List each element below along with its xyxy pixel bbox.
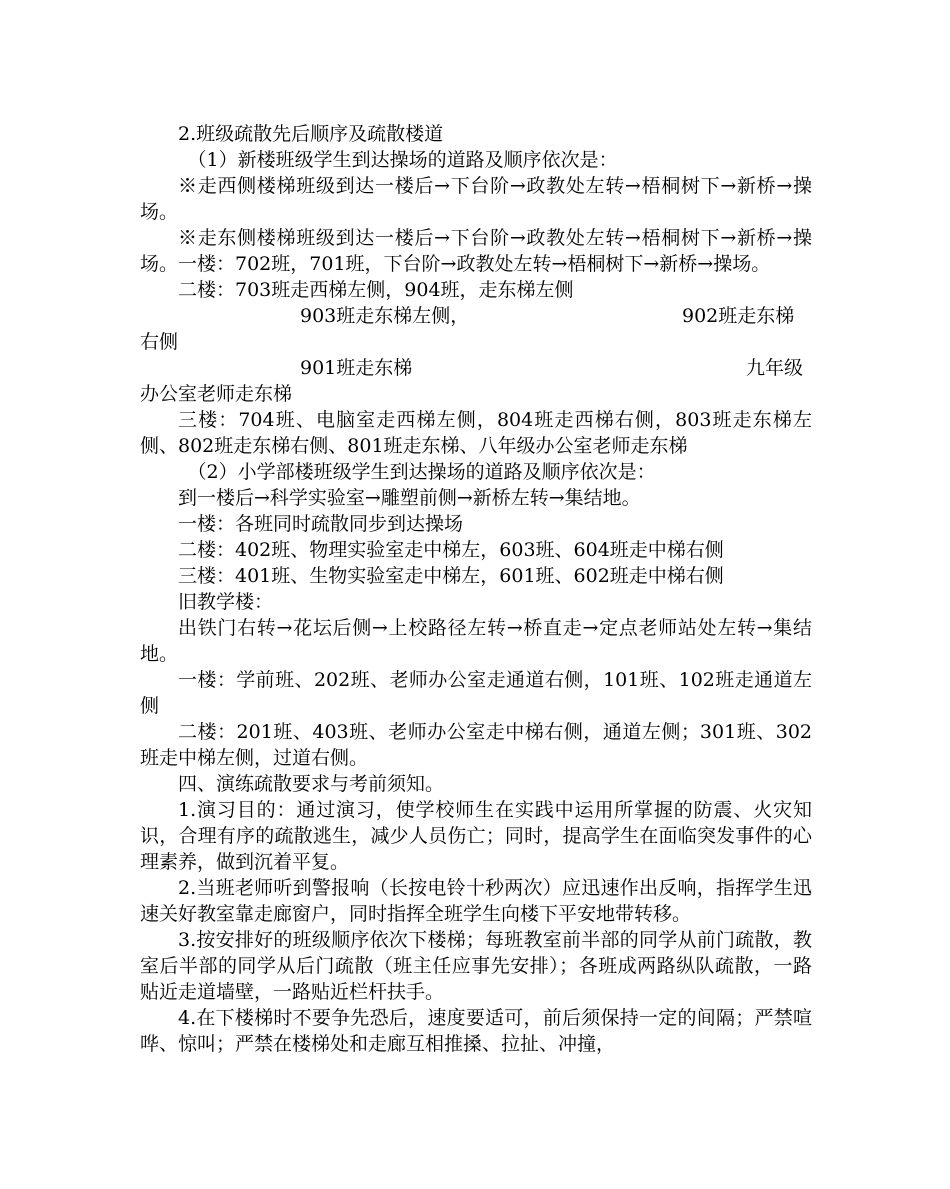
- paragraph-section-heading: 2.班级疏散先后顺序及疏散楼道: [178, 123, 444, 145]
- paragraph-primary-first-floor: 一楼：各班同时疏散同步到达操场: [178, 513, 464, 535]
- text-grade-nine: 九年级: [746, 357, 804, 379]
- paragraph-primary-third-floor: 三楼：401班、生物实验室走中梯左，601班、602班走中梯右侧: [178, 565, 724, 587]
- paragraph-west-stairs-route: ※走西侧楼梯班级到达一楼后→下台阶→政教处左转→梧桐树下→新桥→操场。: [140, 175, 812, 223]
- paragraph-drill-purpose: 1.演习目的：通过演习，使学校师生在实践中运用所掌握的防震、火灾知识，合理有序的疏散逃生，减少人员伤亡；同时，提高学生在面临突发事件的心理素养，做到沉着平复。: [140, 799, 812, 873]
- paragraph-section-four-heading: 四、演练疏散要求与考前须知。: [178, 773, 445, 795]
- paragraph-second-floor-row-3: [140, 355, 812, 381]
- paragraph-primary-route: 到一楼后→科学实验室→雕塑前侧→新桥左转→集结地。: [178, 487, 641, 509]
- text-grade-nine-office: 办公室老师走东梯: [140, 383, 293, 405]
- paragraph-new-building-route-heading: （1）新楼班级学生到达操场的道路及顺序依次是：: [187, 149, 618, 171]
- paragraph-old-second-floor: 二楼：201班、403班、老师办公室走中梯右侧，通道左侧；301班、302班走中梯左侧，过道右侧。: [140, 721, 812, 769]
- paragraph-stair-safety: 4.在下楼梯时不要争先恐后，速度要适可，前后须保持一定的间隔；严禁喧哗、惊叫；严禁在楼梯处和走廊互相推搡、拉扯、冲撞，: [140, 1007, 812, 1055]
- paragraph-old-building-route: 出铁门右转→花坛后侧→上校路径左转→桥直走→定点老师站处左转→集结地。: [140, 617, 812, 665]
- paragraph-second-floor-row-2: [140, 303, 812, 329]
- paragraph-east-stairs-route: ※走东侧楼梯班级到达一楼后→下台阶→政教处左转→梧桐树下→新桥→操场。一楼：702班，701班，下台阶→政教处左转→梧桐树下→新桥→操场。: [140, 227, 812, 275]
- paragraph-primary-second-floor: 二楼：402班、物理实验室走中梯左，603班、604班走中梯右侧: [178, 539, 724, 561]
- paragraph-third-floor: 三楼：704班、电脑室走西梯左侧，804班走西梯右侧，803班走东梯左侧、802班走东梯右侧、801班走东梯、八年级办公室老师走东梯: [140, 409, 812, 457]
- text-901-class: 901班走东梯: [300, 357, 413, 379]
- paragraph-teacher-response: 2.当班老师听到警报响（长按电铃十秒两次）应迅速作出反响，指挥学生迅速关好教室靠走廊窗户，同时指挥全班学生向楼下平安地带转移。: [140, 877, 812, 925]
- paragraph-second-floor: 二楼：703班走西梯左侧，904班，走东梯左侧: [178, 279, 574, 301]
- paragraph-stair-order: 3.按安排好的班级顺序依次下楼梯；每班教室前半部的同学从前门疏散，教室后半部的同学从后门疏散（班主任应事先安排）；各班成两路纵队疏散，一路贴近走道墙壁，一路贴近栏杆扶手。: [140, 929, 812, 1003]
- document-body: [140, 121, 812, 1057]
- text-903-class: 903班走东梯左侧，: [300, 305, 470, 327]
- paragraph-old-first-floor: 一楼：学前班、202班、老师办公室走通道右侧，101班、102班走通道左侧: [140, 669, 812, 717]
- text-902-class: 902班走东梯: [682, 305, 795, 327]
- text-902-right-side: 右侧: [140, 331, 179, 353]
- paragraph-old-building-heading: 旧教学楼：: [178, 591, 274, 613]
- paragraph-primary-route-heading: （2）小学部楼班级学生到达操场的道路及顺序依次是：: [187, 461, 656, 483]
